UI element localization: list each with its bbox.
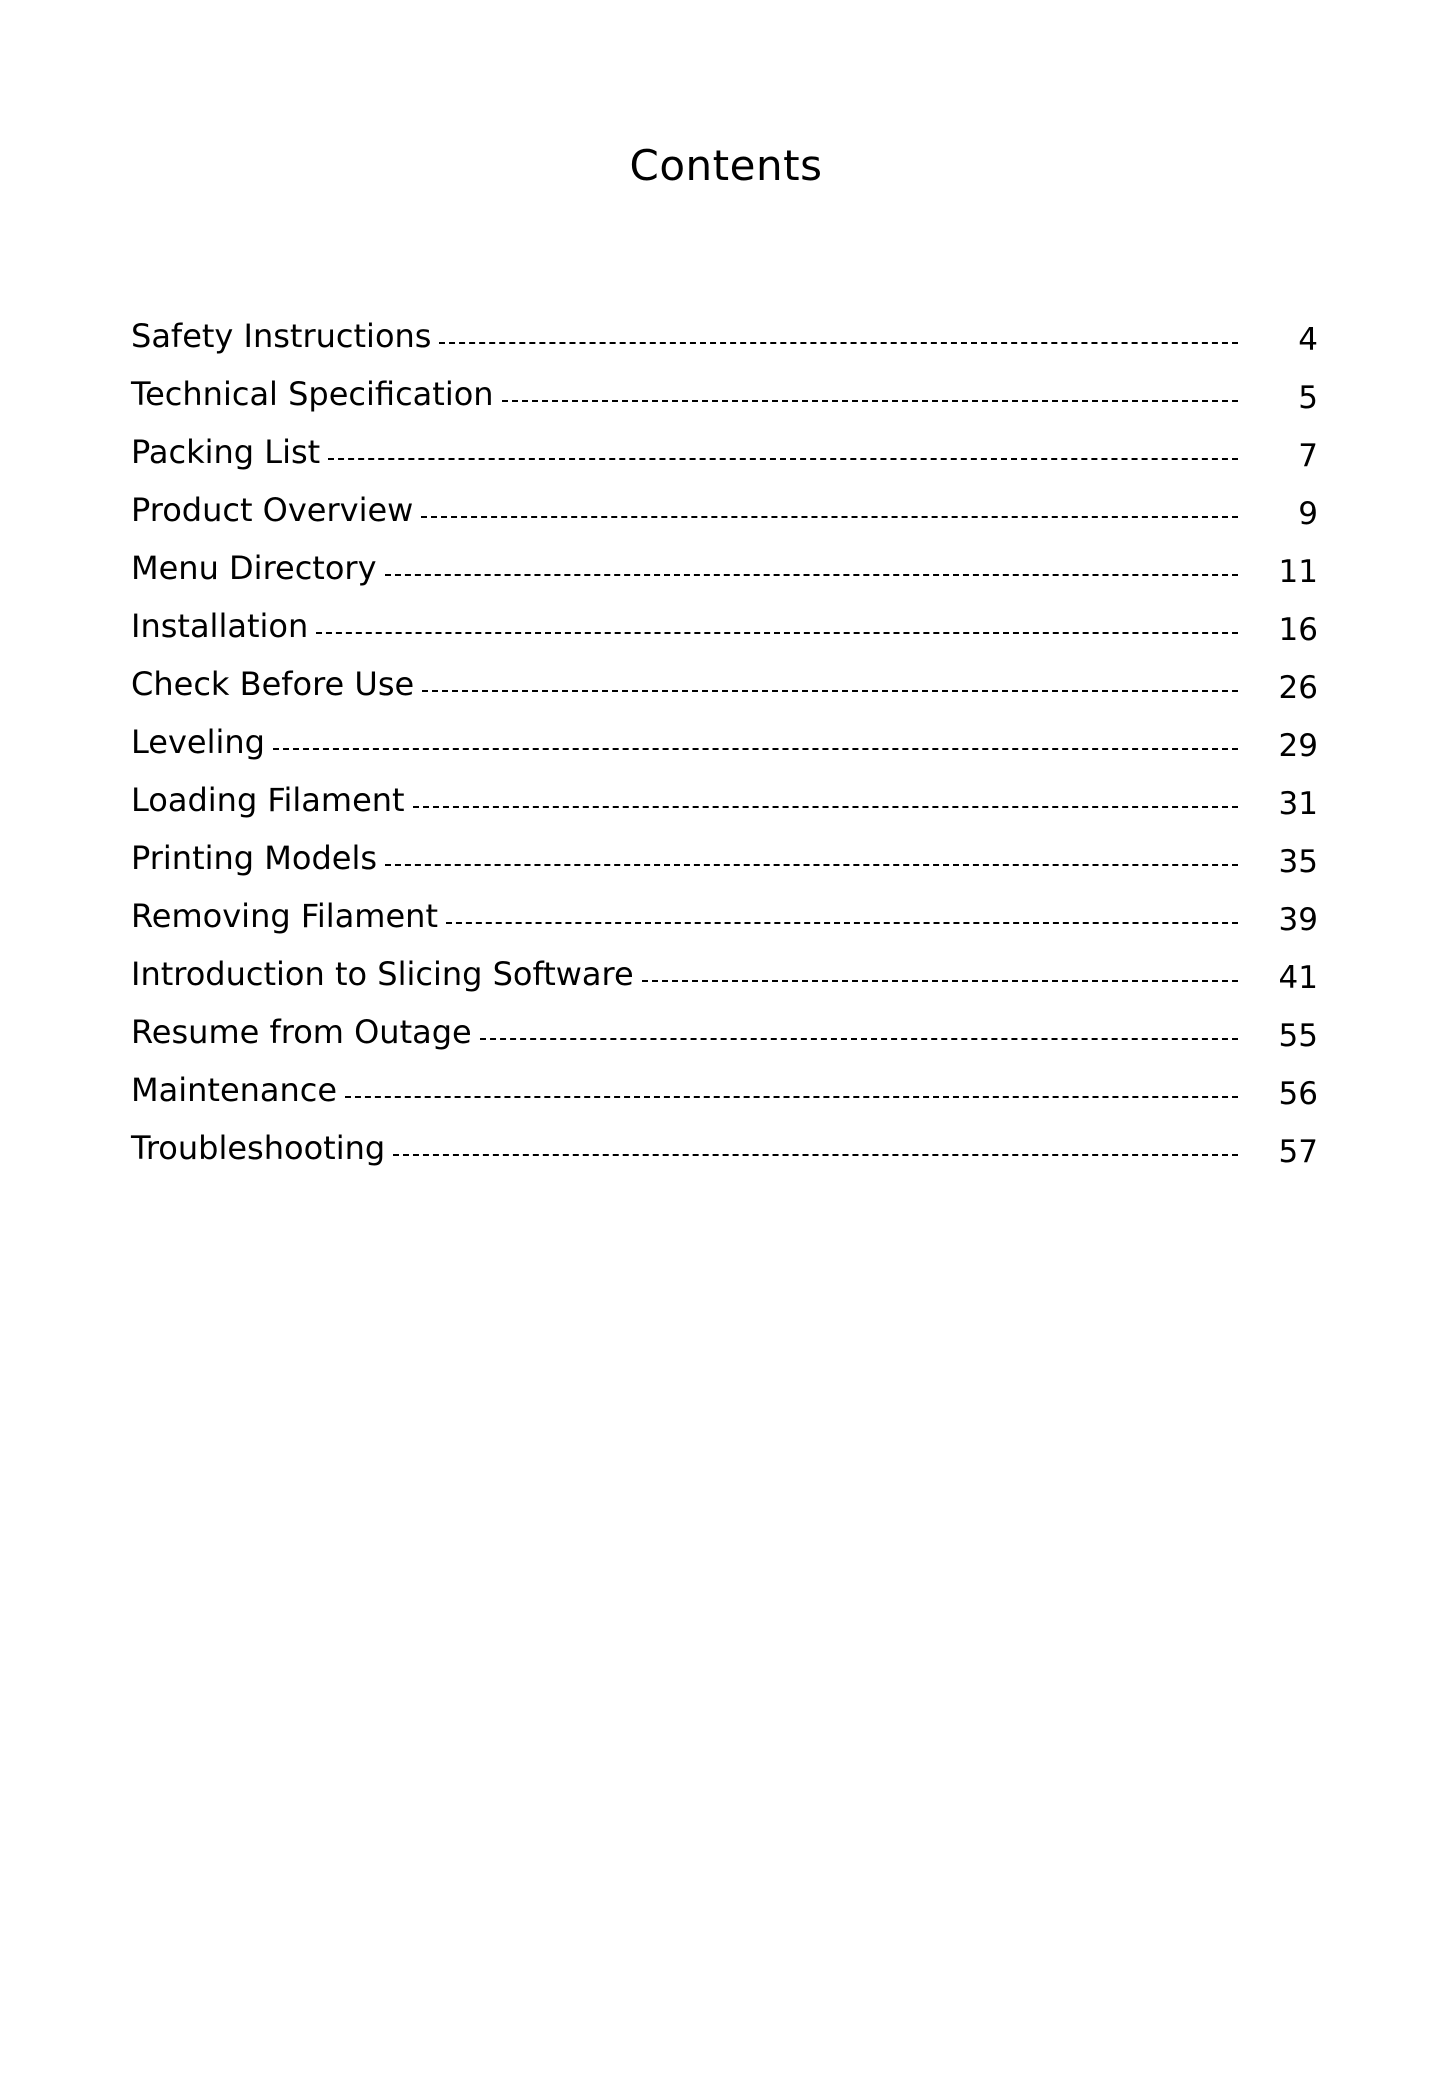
toc-dot-leader bbox=[328, 458, 1238, 460]
toc-entry-label: Check Before Use bbox=[131, 665, 415, 703]
toc-entry-label: Troubleshooting bbox=[131, 1129, 386, 1167]
toc-entry-page: 7 bbox=[1298, 438, 1318, 474]
page-title: Contents bbox=[629, 141, 823, 190]
toc-entry-page: 29 bbox=[1278, 728, 1318, 764]
table-of-contents bbox=[131, 298, 1318, 1168]
toc-entry-page: 56 bbox=[1278, 1076, 1318, 1112]
toc-entry-label: Printing Models bbox=[131, 839, 378, 877]
toc-entry bbox=[131, 762, 1318, 820]
toc-dot-leader bbox=[642, 980, 1238, 982]
toc-entry-label: Menu Directory bbox=[131, 549, 377, 587]
toc-dot-leader bbox=[502, 400, 1238, 402]
toc-entry bbox=[131, 1110, 1318, 1168]
toc-dot-leader bbox=[422, 690, 1238, 692]
toc-entry-page: 16 bbox=[1278, 612, 1318, 648]
toc-dot-leader bbox=[273, 748, 1238, 750]
toc-entry-page: 5 bbox=[1298, 380, 1318, 416]
toc-entry-page: 39 bbox=[1278, 902, 1318, 938]
toc-entry bbox=[131, 472, 1318, 530]
toc-entry-label: Loading Filament bbox=[131, 781, 405, 819]
toc-entry-label: Installation bbox=[131, 607, 309, 645]
toc-entry bbox=[131, 530, 1318, 588]
toc-entry-page: 9 bbox=[1298, 496, 1318, 532]
toc-dot-leader bbox=[413, 806, 1238, 808]
toc-dot-leader bbox=[480, 1038, 1238, 1040]
toc-entry bbox=[131, 588, 1318, 646]
toc-entry-page: 11 bbox=[1278, 554, 1318, 590]
toc-entry-label: Safety Instructions bbox=[131, 317, 432, 355]
toc-dot-leader bbox=[385, 574, 1238, 576]
toc-entry bbox=[131, 1052, 1318, 1110]
toc-entry-label: Resume from Outage bbox=[131, 1013, 472, 1051]
toc-dot-leader bbox=[385, 864, 1238, 866]
toc-entry bbox=[131, 704, 1318, 762]
toc-entry bbox=[131, 356, 1318, 414]
toc-dot-leader bbox=[316, 632, 1238, 634]
toc-entry bbox=[131, 878, 1318, 936]
toc-entry-page: 4 bbox=[1298, 322, 1318, 358]
toc-dot-leader bbox=[446, 922, 1238, 924]
toc-entry-label: Introduction to Slicing Software bbox=[131, 955, 634, 993]
toc-dot-leader bbox=[393, 1154, 1238, 1156]
toc-entry bbox=[131, 298, 1318, 356]
toc-entry-label: Removing Filament bbox=[131, 897, 438, 935]
toc-entry-label: Maintenance bbox=[131, 1071, 338, 1109]
toc-entry-label: Product Overview bbox=[131, 491, 414, 529]
toc-entry-label: Packing List bbox=[131, 433, 321, 471]
toc-entry-page: 55 bbox=[1278, 1018, 1318, 1054]
toc-dot-leader bbox=[421, 516, 1238, 518]
toc-entry bbox=[131, 414, 1318, 472]
toc-entry bbox=[131, 936, 1318, 994]
toc-entry bbox=[131, 646, 1318, 704]
toc-entry-label: Leveling bbox=[131, 723, 265, 761]
toc-entry-label: Technical Specification bbox=[131, 375, 494, 413]
toc-entry-page: 26 bbox=[1278, 670, 1318, 706]
toc-entry bbox=[131, 994, 1318, 1052]
toc-entry-page: 41 bbox=[1278, 960, 1318, 996]
toc-entry-page: 35 bbox=[1278, 844, 1318, 880]
toc-dot-leader bbox=[345, 1096, 1238, 1098]
toc-entry bbox=[131, 820, 1318, 878]
toc-entry-page: 57 bbox=[1278, 1134, 1318, 1170]
toc-dot-leader bbox=[439, 342, 1238, 344]
toc-entry-page: 31 bbox=[1278, 786, 1318, 822]
